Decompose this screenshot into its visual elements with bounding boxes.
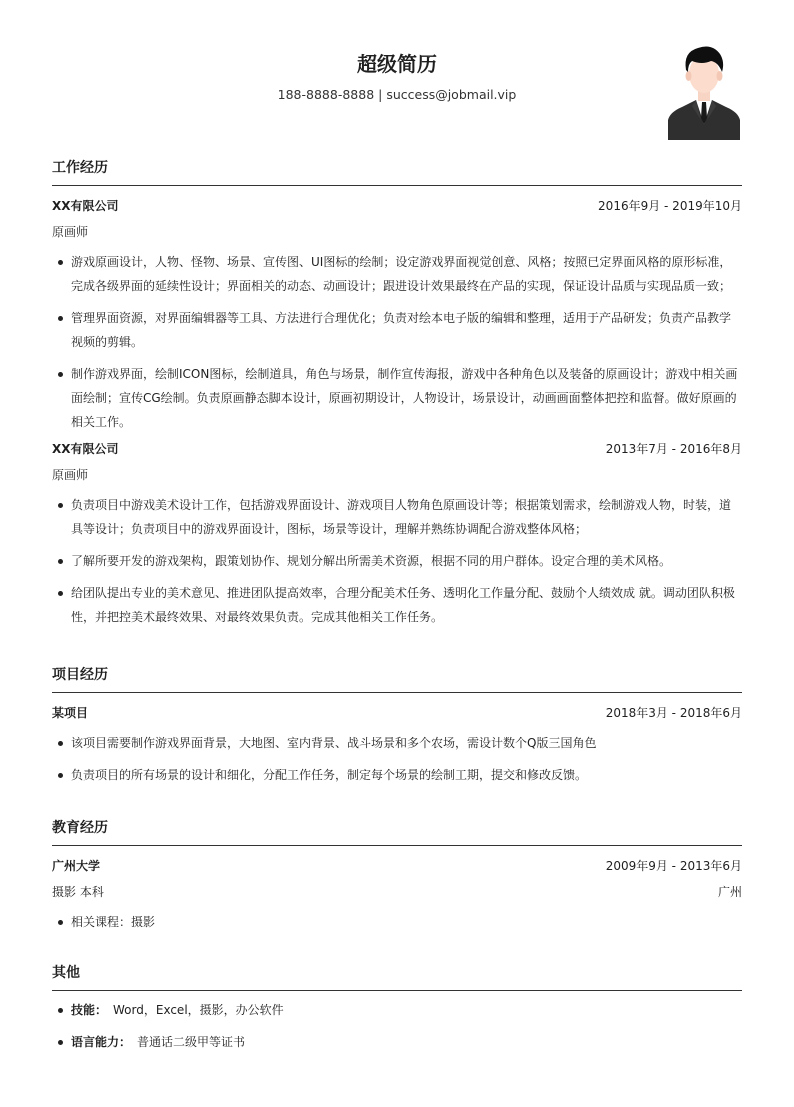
language-label: 语言能力：: [71, 1035, 132, 1049]
list-item: [52, 998, 742, 1022]
list-item: 相关课程：摄影: [52, 910, 742, 934]
section-divider: [52, 692, 742, 693]
bullet-icon: [58, 372, 63, 377]
bullet-icon: [58, 559, 63, 564]
section-divider: [52, 845, 742, 846]
list-item: 负责项目中游戏美术设计工作，包括游戏界面设计、游戏项目人物角色原画设计等；根据策划需求，绘制游戏人物，时装，道具等设计；负责项目中的游戏界面设计，图标，场景等设计，理解并熟练协调配合游戏整体风格；: [52, 493, 742, 541]
male-avatar-icon: [668, 40, 740, 140]
section-projects: [52, 665, 742, 787]
company-name: XX有限公司: [52, 199, 119, 213]
section-education: [52, 818, 742, 934]
list-item: 制作游戏界面，绘制ICON图标，绘制道具，角色与场景，制作宣传海报，游戏中各种角色以及装备的原画设计；游戏中相关画面绘制；宣传CG绘制。负责原画静态脚本设计，原画初期设计，人物设计，场景设计，动画画面整体把控和监督。做好原画的相关工作。: [52, 362, 742, 434]
skill-label: 技能：: [71, 1003, 108, 1017]
contact-info: 188-8888-8888 | success@jobmail.vip: [277, 87, 517, 102]
job-period: 2013年7月 - 2016年8月: [605, 442, 742, 456]
bullet-icon: [58, 741, 63, 746]
job-role: 原画师: [52, 225, 89, 239]
project-period: 2018年3月 - 2018年6月: [605, 706, 742, 720]
section-title: 其他: [52, 965, 80, 981]
section-title: 教育经历: [52, 820, 108, 836]
section-work: [52, 158, 742, 629]
section-divider: [52, 990, 742, 991]
language-value: 普通话二级甲等证书: [137, 1035, 246, 1049]
job-entry: [52, 197, 742, 434]
bullet-icon: [58, 503, 63, 508]
major-degree: 摄影 本科: [52, 885, 104, 899]
list-item: 负责项目的所有场景的设计和细化，分配工作任务，制定每个场景的绘制工期，提交和修改反馈。: [52, 763, 742, 787]
bullet-icon: [58, 1008, 63, 1013]
skill-value: Word，Excel，摄影，办公软件: [113, 1003, 284, 1017]
bullet-icon: [58, 260, 63, 265]
bullet-icon: [58, 773, 63, 778]
education-entry: [52, 857, 742, 934]
school-city: 广州: [717, 885, 742, 899]
list-item: 管理界面资源，对界面编辑器等工具、方法进行合理优化；负责对绘本电子版的编辑和整理，适用于产品研发；负责产品教学视频的剪辑。: [52, 306, 742, 354]
project-entry: [52, 704, 742, 787]
bullet-icon: [58, 316, 63, 321]
education-period: 2009年9月 - 2013年6月: [605, 859, 742, 873]
job-period: 2016年9月 - 2019年10月: [598, 199, 742, 213]
job-role: 原画师: [52, 468, 89, 482]
list-item: 游戏原画设计，人物、怪物、场景、宣传图、UI图标的绘制；设定游戏界面视觉创意、风格；按照已定界面风格的原形标准，完成各级界面的延续性设计；界面相关的动态、动画设计；跟进设计效果最终在产品的实现，保证设计品质与实现品质一致；: [52, 250, 742, 298]
job-entry: [52, 440, 742, 629]
company-name: XX有限公司: [52, 442, 119, 456]
list-item: 了解所要开发的游戏架构，跟策划协作、规划分解出所需美术资源，根据不同的用户群体。设定合理的美术风格。: [52, 549, 742, 573]
bullet-icon: [58, 591, 63, 596]
section-divider: [52, 185, 742, 186]
section-other: [52, 963, 742, 1054]
bullet-icon: [58, 920, 63, 925]
school-name: 广州大学: [52, 859, 101, 873]
bullet-icon: [58, 1040, 63, 1045]
project-name: 某项目: [52, 706, 89, 720]
resume-name: 超级简历: [357, 52, 437, 76]
list-item: [52, 1030, 742, 1054]
section-title: 工作经历: [52, 160, 108, 176]
section-title: 项目经历: [52, 667, 108, 683]
list-item: 该项目需要制作游戏界面背景，大地图、室内背景、战斗场景和多个农场，需设计数个Q版三国角色: [52, 731, 742, 755]
list-item: 给团队提出专业的美术意见、推进团队提高效率，合理分配美术任务、透明化工作量分配、鼓励个人绩效成 就。调动团队积极性，并把控美术最终效果、对最终效果负责。完成其他相关工作任务。: [52, 581, 742, 629]
